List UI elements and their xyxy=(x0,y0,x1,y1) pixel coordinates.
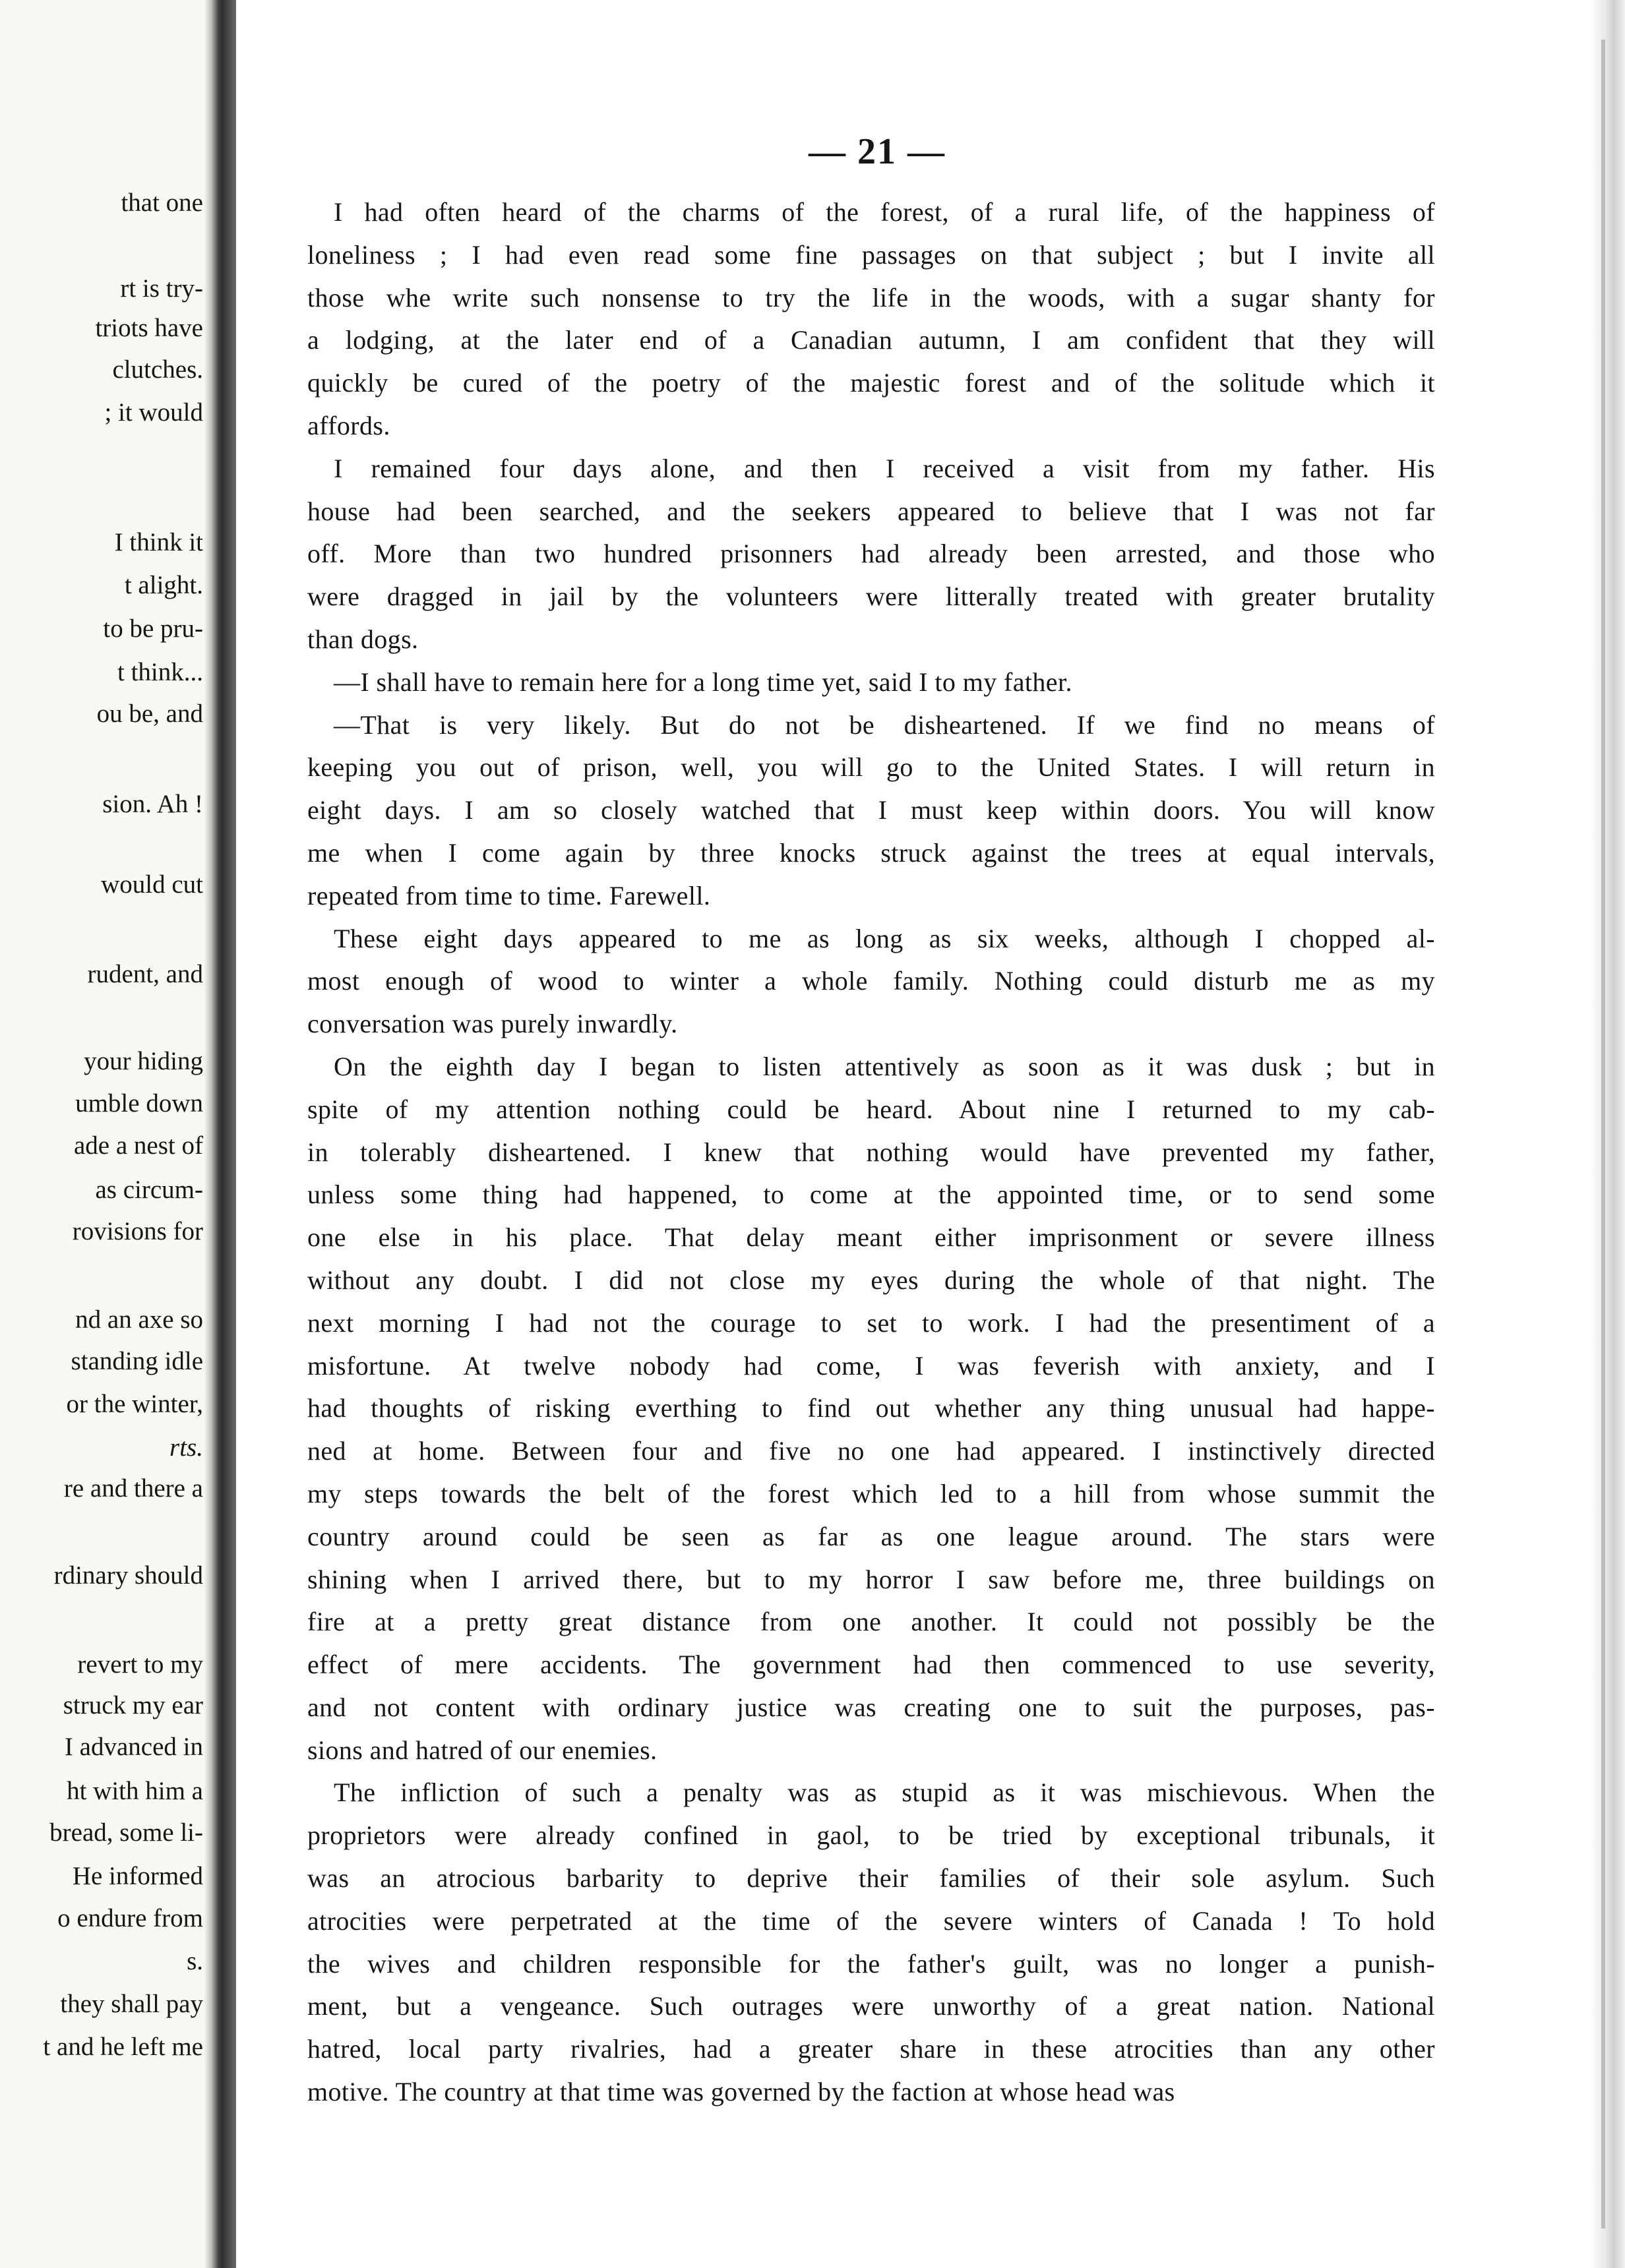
paragraph xyxy=(307,918,1435,1046)
paragraph xyxy=(307,1772,1435,2113)
text-line: keeping you out of prison, well, you will go to the United States. I will return in xyxy=(307,752,1435,783)
left-page-fragment: revert to my xyxy=(77,1650,203,1679)
left-page-fragment: umble down xyxy=(75,1089,203,1118)
left-page-fragment: triots have xyxy=(95,314,203,342)
left-page-fragment: t and he left me xyxy=(43,2033,203,2061)
text-line: sions and hatred of our enemies. xyxy=(307,1735,658,1765)
paragraph xyxy=(307,448,1435,661)
left-page-fragment: your hiding xyxy=(84,1047,203,1075)
text-line: the wives and children responsible for the father's guilt, was no longer a punish- xyxy=(307,1948,1435,1979)
left-page-fragment: or the winter, xyxy=(66,1390,203,1418)
left-page-fragment: ou be, and xyxy=(96,700,203,728)
text-line: hatred, local party rivalries, had a greater share in these atrocities than any other xyxy=(307,2034,1435,2064)
page-fold-shadow xyxy=(204,0,224,2268)
left-page-fragment: to be pru- xyxy=(103,614,203,643)
left-page-fragment: ; it would xyxy=(104,398,203,427)
text-line: house had been searched, and the seekers appeared to believe that I was not far xyxy=(307,496,1435,526)
text-line: ned at home. Between four and five no one had appeared. I instinctively directed xyxy=(307,1436,1435,1466)
text-line: quickly be cured of the poetry of the majestic forest and of the solitude which it xyxy=(307,368,1435,398)
text-line: I remained four days alone, and then I received a visit from my father. His xyxy=(334,453,1435,483)
text-line: conversation was purely inwardly. xyxy=(307,1009,678,1039)
text-line: motive. The country at that time was governed by the faction at whose head was xyxy=(307,2077,1175,2107)
left-page-fragment: ade a nest of xyxy=(74,1131,203,1160)
body-text xyxy=(307,191,1435,2114)
text-line: —That is very likely. But do not be disheartened. If we find no means of xyxy=(334,709,1435,740)
text-line: affords. xyxy=(307,410,390,440)
left-page-fragment: ht with him a xyxy=(67,1777,203,1805)
left-page-fragment: s. xyxy=(187,1947,203,1975)
book-gutter xyxy=(223,0,236,2268)
text-line: spite of my attention nothing could be heard. About nine I returned to my cab- xyxy=(307,1094,1435,1124)
left-page-fragment: struck my ear xyxy=(63,1691,203,1719)
text-line: atrocities were perpetrated at the time of the severe winters of Canada ! To hold xyxy=(307,1905,1435,1936)
paragraph xyxy=(307,1046,1435,1772)
text-line: ment, but a vengeance. Such outrages were unworthy of a great nation. National xyxy=(307,1991,1435,2021)
paragraph xyxy=(307,704,1435,918)
text-line: fire at a pretty great distance from one another. It could not possibly be the xyxy=(307,1607,1435,1637)
left-page-fragment: bread, some li- xyxy=(49,1818,203,1847)
text-line: without any doubt. I did not close my eyes during the whole of that night. The xyxy=(307,1265,1435,1295)
left-page-fragment: rovisions for xyxy=(72,1217,203,1245)
left-page-fragment: standing idle xyxy=(71,1347,203,1375)
left-page-fragment: sion. Ah ! xyxy=(102,790,203,818)
left-page-fragment: I think it xyxy=(114,528,203,556)
left-page-fragment: t alight. xyxy=(124,571,203,599)
text-line: one else in his place. That delay meant either imprisonment or severe illness xyxy=(307,1222,1435,1253)
left-page-fragment: nd an axe so xyxy=(75,1305,203,1334)
text-line: in tolerably disheartened. I knew that nothing would have prevented my father, xyxy=(307,1137,1435,1167)
left-page-fragment: rts. xyxy=(169,1433,203,1462)
left-page-fragment: as circum- xyxy=(95,1176,203,1204)
text-line: unless some thing had happened, to come at the appointed time, or to send some xyxy=(307,1179,1435,1210)
left-page-fragment: He informed xyxy=(72,1862,203,1890)
left-page-fragment: rdinary should xyxy=(53,1561,203,1590)
text-line: country around could be seen as far as one league around. The stars were xyxy=(307,1521,1435,1551)
left-page-fragment: t think... xyxy=(117,658,203,686)
text-line: had thoughts of risking everthing to find out whether any thing unusual had happe- xyxy=(307,1393,1435,1423)
text-line: —I shall have to remain here for a long time yet, said I to my father. xyxy=(334,667,1072,697)
text-line: eight days. I am so closely watched that I must keep within doors. You will know xyxy=(307,795,1435,825)
text-line: were dragged in jail by the volunteers were litterally treated with greater brutality xyxy=(307,582,1435,612)
text-line: my steps towards the belt of the forest which led to a hill from whose summit the xyxy=(307,1478,1435,1508)
paragraph xyxy=(307,191,1435,448)
left-page-fragment: rudent, and xyxy=(87,960,203,988)
text-line: me when I come again by three knocks struck against the trees at equal intervals, xyxy=(307,837,1435,868)
text-line: The infliction of such a penalty was as stupid as it was mischievous. When the xyxy=(334,1777,1435,1808)
text-line: proprietors were already confined in gaol, to be tried by exceptional tribunals, it xyxy=(307,1820,1435,1851)
text-line: repeated from time to time. Farewell. xyxy=(307,880,711,910)
text-line: those whe write such nonsense to try the life in the woods, with a sugar shanty for xyxy=(307,282,1435,313)
text-line: than dogs. xyxy=(307,624,419,654)
text-line: shining when I arrived there, but to my horror I saw before me, three buildings on xyxy=(307,1564,1435,1594)
left-page-sliver xyxy=(0,0,212,2268)
text-line: I had often heard of the charms of the forest, of a rural life, of the happiness of xyxy=(334,197,1435,227)
left-page-fragment: would cut xyxy=(101,870,203,899)
text-line: On the eighth day I began to listen attentively as soon as it was dusk ; but in xyxy=(334,1051,1435,1081)
left-page-fragment: o endure from xyxy=(57,1904,203,1932)
left-page-fragment: rt is try- xyxy=(120,274,203,303)
text-line: These eight days appeared to me as long as six weeks, although I chopped al- xyxy=(334,923,1435,953)
left-page-fragment: re and there a xyxy=(63,1474,203,1503)
text-line: off. More than two hundred prisonners had already been arrested, and those who xyxy=(307,539,1435,569)
paragraph xyxy=(307,661,1435,704)
text-line: effect of mere accidents. The government had then commenced to use severity, xyxy=(307,1650,1435,1680)
text-line: most enough of wood to winter a whole family. Nothing could disturb me as my xyxy=(307,966,1435,996)
text-line: loneliness ; I had even read some fine passages on that subject ; but I invite all xyxy=(307,239,1435,270)
left-page-fragment: that one xyxy=(121,189,203,217)
text-line: and not content with ordinary justice was creating one to suit the purposes, pas- xyxy=(307,1692,1435,1722)
right-page-edge xyxy=(1589,0,1625,2268)
left-page-fragment: they shall pay xyxy=(60,1990,203,2018)
left-page-fragment: clutches. xyxy=(112,355,203,384)
page-number: — 21 — xyxy=(809,131,946,172)
text-line: a lodging, at the later end of a Canadian autumn, I am confident that they will xyxy=(307,325,1435,355)
text-line: next morning I had not the courage to set to work. I had the presentiment of a xyxy=(307,1307,1435,1338)
text-line: was an atrocious barbarity to deprive their families of their sole asylum. Such xyxy=(307,1863,1435,1894)
left-page-fragment: I advanced in xyxy=(64,1733,203,1761)
text-line: misfortune. At twelve nobody had come, I was feverish with anxiety, and I xyxy=(307,1350,1435,1381)
